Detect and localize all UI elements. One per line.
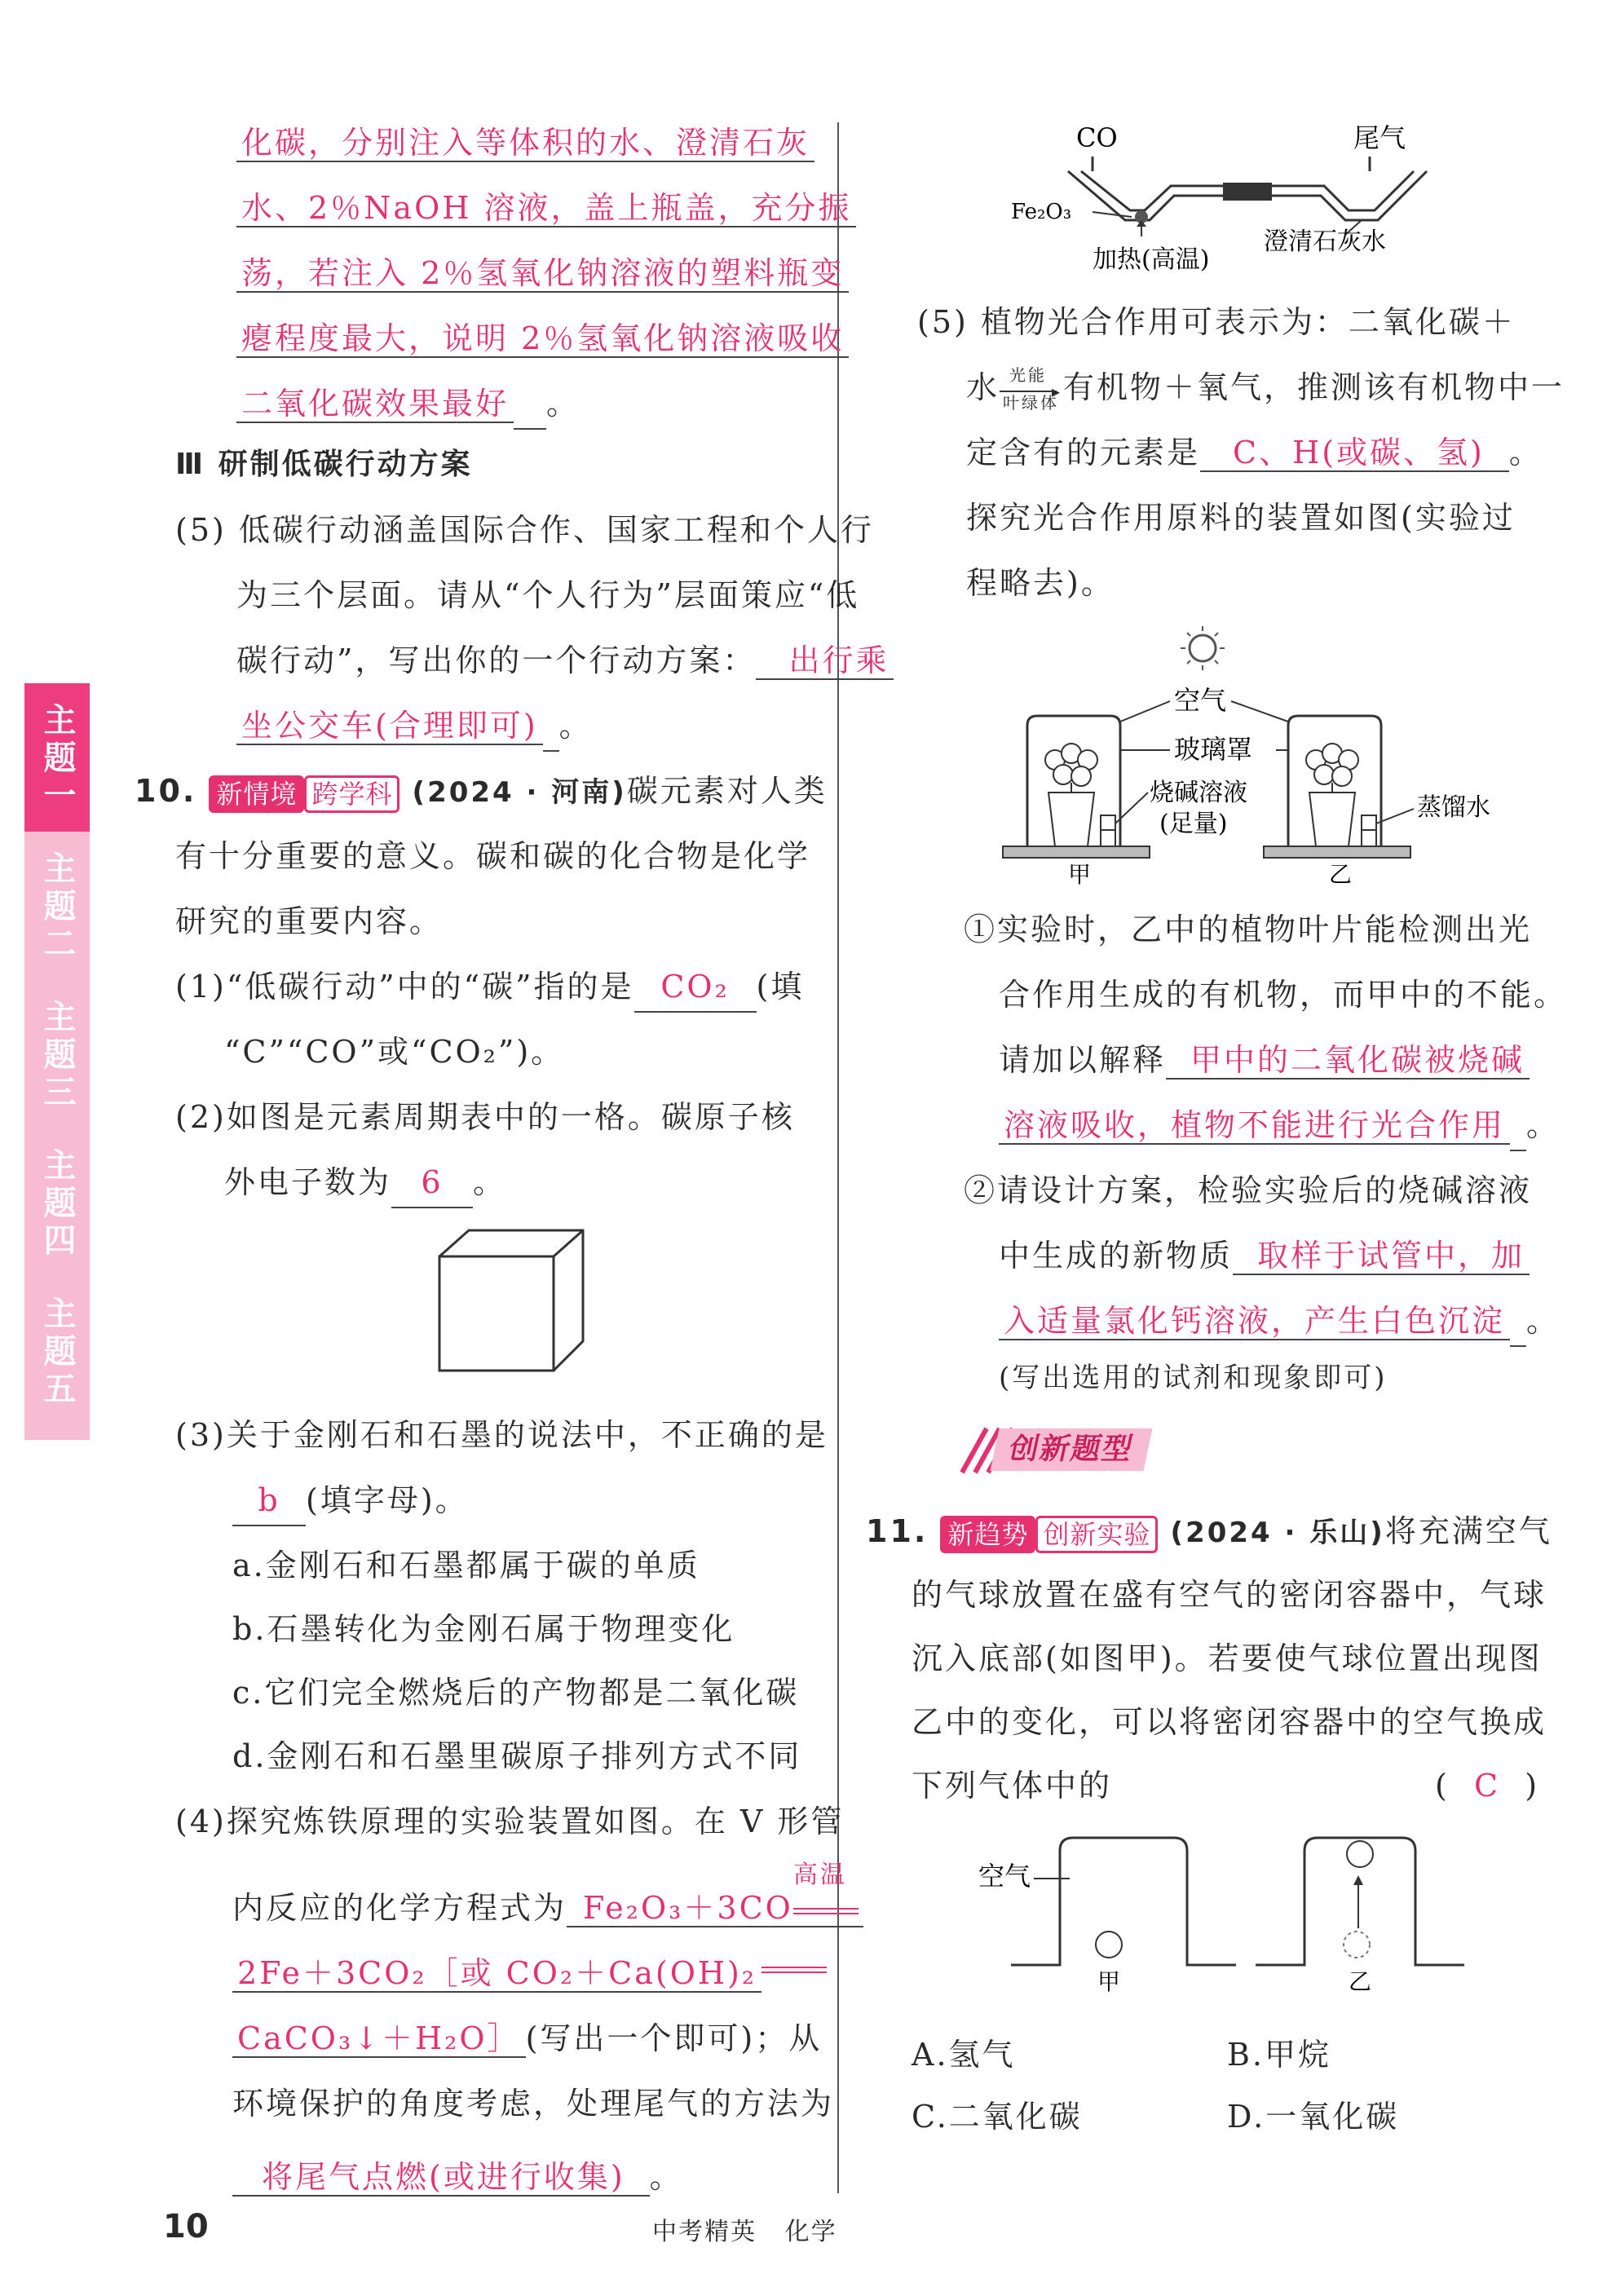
question-text: 的气球放置在盛有空气的密闭容器中，气球 bbox=[912, 1577, 1547, 1613]
question-number: 10. bbox=[135, 773, 197, 809]
note-text: (写出选用的试剂和现象即可) bbox=[999, 1362, 1388, 1394]
period: 。 bbox=[1526, 1107, 1560, 1143]
banner-title: 创新题型 bbox=[990, 1428, 1152, 1471]
option-c[interactable]: C.二氧化碳 bbox=[912, 2099, 1083, 2135]
period: 。 bbox=[649, 2159, 683, 2195]
question-text: 有机物＋氧气，推测该有机物中一 bbox=[1063, 369, 1565, 405]
tag-badge: 新趋势 bbox=[940, 1516, 1035, 1553]
answer-text: 化碳，分别注入等体积的水、澄清石灰 bbox=[236, 125, 814, 162]
balloon-diagram bbox=[978, 1826, 1484, 2014]
period: 。 bbox=[546, 386, 580, 422]
sidebar-tab[interactable]: 主题四 bbox=[24, 1128, 90, 1292]
question-text: 内反应的化学方程式为 bbox=[232, 1890, 567, 1926]
plant-icon bbox=[1045, 744, 1097, 786]
question-text: 中生成的新物质 bbox=[999, 1238, 1234, 1274]
section-banner bbox=[954, 1425, 1150, 1474]
option-text: c.它们完全燃烧后的产物都是二氧化碳 bbox=[232, 1675, 800, 1711]
option-text: b.石墨转化为金刚石属于物理变化 bbox=[232, 1611, 735, 1647]
yi-label: 乙 bbox=[1348, 1968, 1372, 1995]
limewater-label: 澄清石灰水 bbox=[1264, 227, 1386, 256]
jia-label: 甲 bbox=[1068, 861, 1092, 888]
distilled-water-label: 蒸馏水 bbox=[1417, 793, 1490, 822]
question-text: 环境保护的角度考虑，处理尾气的方法为 bbox=[232, 2086, 835, 2122]
question-text: ①实验时，乙中的植物叶片能检测出光 bbox=[964, 912, 1533, 947]
question-text: (1)“低碳行动”中的“碳”指的是 bbox=[175, 969, 634, 1004]
photosynthesis-apparatus bbox=[987, 620, 1508, 889]
question-text: (3)关于金刚石和石墨的说法中，不正确的是 bbox=[175, 1417, 828, 1453]
question-text: (2)如图是元素周期表中的一格。碳原子核 bbox=[175, 1099, 795, 1135]
question-text: (5) 低碳行动涵盖国际合作、国家工程和个人行 bbox=[175, 512, 874, 548]
period: 。 bbox=[1526, 1303, 1560, 1339]
yi-label: 乙 bbox=[1329, 861, 1353, 888]
question-text: (填字母)。 bbox=[306, 1482, 469, 1518]
question-text: ②请设计方案，检验实验后的烧碱溶液 bbox=[964, 1172, 1533, 1208]
sidebar-tab[interactable]: 主题五 bbox=[24, 1277, 90, 1440]
question-source: (2024 · 乐山) bbox=[1170, 1517, 1385, 1549]
air-label: 空气 bbox=[1174, 685, 1227, 716]
sidebar-tab[interactable]: 主题三 bbox=[24, 980, 90, 1143]
glass-cover-label: 玻璃罩 bbox=[1174, 734, 1253, 765]
option-d[interactable]: D.一氧化碳 bbox=[1227, 2099, 1400, 2135]
option-text: a.金刚石和石墨都属于碳的单质 bbox=[232, 1548, 700, 1583]
plant-icon bbox=[1306, 744, 1358, 786]
answer-text: 二氧化碳效果最好 bbox=[236, 386, 514, 423]
answer-text: 甲中的二氧化碳被烧碱 bbox=[1166, 1042, 1530, 1080]
question-text: 碳行动”，写出你的一个行动方案： bbox=[236, 642, 757, 678]
question-text: 将充满空气 bbox=[1384, 1513, 1552, 1549]
question-text: (4)探究炼铁原理的实验装置如图。在 V 形管 bbox=[175, 1804, 845, 1839]
question-text: 为三个层面。请从“个人行为”层面策应“低 bbox=[236, 577, 860, 613]
page-number: 10 bbox=[163, 2208, 209, 2245]
answer-text: 出行乘 bbox=[756, 642, 894, 680]
air-label: 空气 bbox=[978, 1861, 1031, 1892]
sidebar-tab[interactable]: 主题二 bbox=[24, 832, 90, 995]
option-b[interactable]: B.甲烷 bbox=[1227, 2037, 1332, 2073]
option-a[interactable]: A.氢气 bbox=[912, 2037, 1016, 2073]
answer-choice: C bbox=[1473, 1768, 1501, 1804]
question-text: 有十分重要的意义。碳和碳的化合物是化学 bbox=[175, 838, 811, 874]
answer-text: 2Fe＋3CO₂［或 CO₂＋Ca(OH)₂ bbox=[232, 1955, 761, 1993]
question-text: 碳元素对人类 bbox=[626, 773, 828, 809]
question-source: (2024 · 河南) bbox=[412, 776, 627, 809]
question-text: 外电子数为 bbox=[224, 1164, 392, 1200]
answer-text: 入适量氯化钙溶液，产生白色沉淀 bbox=[999, 1303, 1510, 1340]
tag-badge: 新情境 bbox=[209, 775, 304, 813]
answer-bracket: ( C ) bbox=[1435, 1768, 1540, 1804]
question-text: (填 bbox=[756, 969, 805, 1004]
tag-badge: 创新实验 bbox=[1035, 1516, 1158, 1553]
arrow-condition-bottom: 叶绿体 bbox=[1003, 392, 1060, 413]
answer-blank: 6 bbox=[391, 1158, 473, 1208]
question-text: 合作用生成的有机物，而甲中的不能。 bbox=[999, 977, 1568, 1013]
answer-text: 荡，若注入 2％氢氧化钠溶液的塑料瓶变 bbox=[236, 255, 849, 293]
answer-text: 溶液吸收，植物不能进行光合作用 bbox=[999, 1107, 1510, 1145]
co-label: CO bbox=[1076, 122, 1118, 153]
answer-text: 将尾气点燃(或进行收集) bbox=[232, 2159, 650, 2197]
answer-text: 水、2％NaOH 溶液，盖上瓶盖，充分振 bbox=[236, 190, 856, 227]
periodic-table-cell bbox=[436, 1227, 591, 1374]
subject-name: 化学 bbox=[784, 2218, 837, 2246]
answer-text: C、H(或碳、氢) bbox=[1200, 435, 1509, 472]
period: 。 bbox=[1508, 435, 1543, 470]
question-text: 下列气体中的 bbox=[912, 1768, 1113, 1804]
tail-gas-label: 尾气 bbox=[1353, 122, 1406, 153]
question-text: 沉入底部(如图甲)。若要使气球位置出现图 bbox=[912, 1640, 1543, 1676]
footer-book bbox=[652, 2211, 837, 2247]
heating-label: 加热(高温) bbox=[1093, 245, 1210, 274]
naoh-label: 烧碱溶液 bbox=[1150, 779, 1247, 807]
question-text: 探究光合作用原料的装置如图(实验过 bbox=[966, 500, 1516, 536]
answer-text: 瘪程度最大，说明 2％氢氧化钠溶液吸收 bbox=[236, 320, 849, 358]
book-title: 中考精英 bbox=[652, 2218, 757, 2246]
answer-text: CaCO₃↓＋H₂O］ bbox=[232, 2020, 526, 2058]
sun-icon bbox=[1181, 626, 1225, 670]
tag-badge: 跨学科 bbox=[304, 775, 400, 813]
option-text: d.金刚石和石墨里碳原子排列方式不同 bbox=[232, 1738, 802, 1774]
answer-blank: b bbox=[232, 1476, 306, 1526]
question-text: (5) 植物光合作用可表示为：二氧化碳＋ bbox=[917, 304, 1516, 340]
question-text: 请加以解释 bbox=[999, 1042, 1167, 1078]
fe2o3-label: Fe₂O₃ bbox=[1011, 200, 1072, 224]
answer-text: 取样于试管中，加 bbox=[1233, 1238, 1530, 1275]
reaction-condition: 高温 bbox=[792, 1861, 847, 1889]
period: 。 bbox=[558, 708, 593, 744]
answer-text: Fe₂O₃＋3CO 高温 bbox=[567, 1890, 863, 1927]
question-text: 乙中的变化，可以将密闭容器中的空气换成 bbox=[912, 1704, 1547, 1740]
sidebar-tab-active[interactable]: 主题一 bbox=[24, 683, 90, 846]
answer-text: 坐公交车(合理即可) bbox=[236, 708, 543, 745]
question-text: 研究的重要内容。 bbox=[175, 903, 444, 939]
period: 。 bbox=[473, 1164, 507, 1200]
question-text: 程略去)。 bbox=[966, 565, 1115, 601]
question-text: 定含有的元素是 bbox=[966, 435, 1201, 470]
iron-smelting-apparatus bbox=[1011, 114, 1468, 277]
answer-blank: CO₂ bbox=[634, 962, 757, 1013]
question-text: 水 bbox=[966, 369, 1000, 405]
section-heading: Ⅲ 研制低碳行动方案 bbox=[175, 448, 473, 481]
jia-label: 甲 bbox=[1097, 1968, 1121, 1995]
arrow-condition-top: 光能 bbox=[1009, 364, 1048, 385]
question-number: 11. bbox=[866, 1513, 929, 1549]
enough-label: (足量) bbox=[1159, 810, 1228, 838]
question-text: “C”“CO”或“CO₂”)。 bbox=[224, 1034, 565, 1070]
question-text: (写出一个即可)；从 bbox=[525, 2020, 823, 2056]
reaction-arrow: 光能 ▸ 叶绿体 bbox=[1000, 374, 1063, 407]
